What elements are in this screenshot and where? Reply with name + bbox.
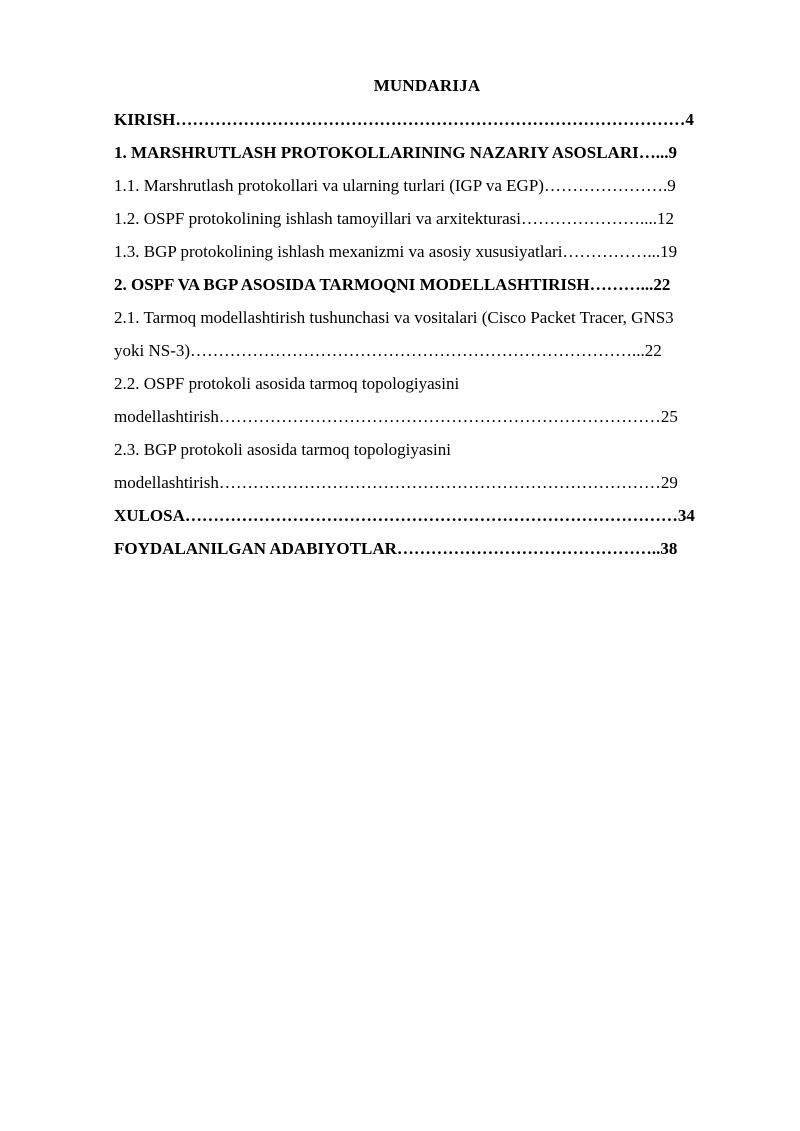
toc-entry-1-2[interactable]: 1.2. OSPF protokolining ishlash tamoyillari va arxitekturasi…………………....12 xyxy=(114,209,675,228)
toc-entry-2-3[interactable] xyxy=(114,433,740,499)
toc-entry-kirish[interactable]: KIRISH………………………………………………………………………………4 xyxy=(114,110,694,129)
toc-entry-2-2[interactable] xyxy=(114,367,740,433)
toc-entry-xulosa[interactable]: XULOSA……………………………………………………………………………34 xyxy=(114,506,695,525)
toc-entry-2-1[interactable] xyxy=(114,301,740,367)
page-title: MUNDARIJA xyxy=(373,76,481,95)
toc-entry-2-1-line-1: 2.1. Tarmoq modellashtirish tushunchasi va vositalari (Cisco Packet Tracer, GNS3 xyxy=(114,308,674,327)
table-of-contents xyxy=(114,75,740,565)
toc-entry-2-3-line-1: 2.3. BGP protokoli asosida tarmoq topologiyasini xyxy=(114,440,451,459)
toc-entry-chapter-2[interactable]: 2. OSPF VA BGP ASOSIDA TARMOQNI MODELLASHTIRISH………...22 xyxy=(114,275,671,294)
toc-entry-2-2-line-1: 2.2. OSPF protokoli asosida tarmoq topologiyasini xyxy=(114,374,460,393)
toc-entry-adabiyotlar[interactable]: FOYDALANILGAN ADABIYOTLAR………………………………………..38 xyxy=(114,539,678,558)
toc-entry-1-3[interactable]: 1.3. BGP protokolining ishlash mexanizmi va asosiy xususiyatlari……………...19 xyxy=(114,242,678,261)
toc-entry-chapter-1[interactable]: 1. MARSHRUTLASH PROTOKOLLARINING NAZARIY ASOSLARI…...9 xyxy=(114,143,677,162)
toc-entry-2-1-line-2: yoki NS-3)……………………………………………………………………...22 xyxy=(114,341,662,360)
toc-entry-2-3-line-2: modellashtirish……………………………………………………………………29 xyxy=(114,473,678,492)
toc-entry-1-1[interactable]: 1.1. Marshrutlash protokollari va ularning turlari (IGP va EGP)………………….9 xyxy=(114,176,676,195)
toc-entry-2-2-line-2: modellashtirish……………………………………………………………………25 xyxy=(114,407,678,426)
